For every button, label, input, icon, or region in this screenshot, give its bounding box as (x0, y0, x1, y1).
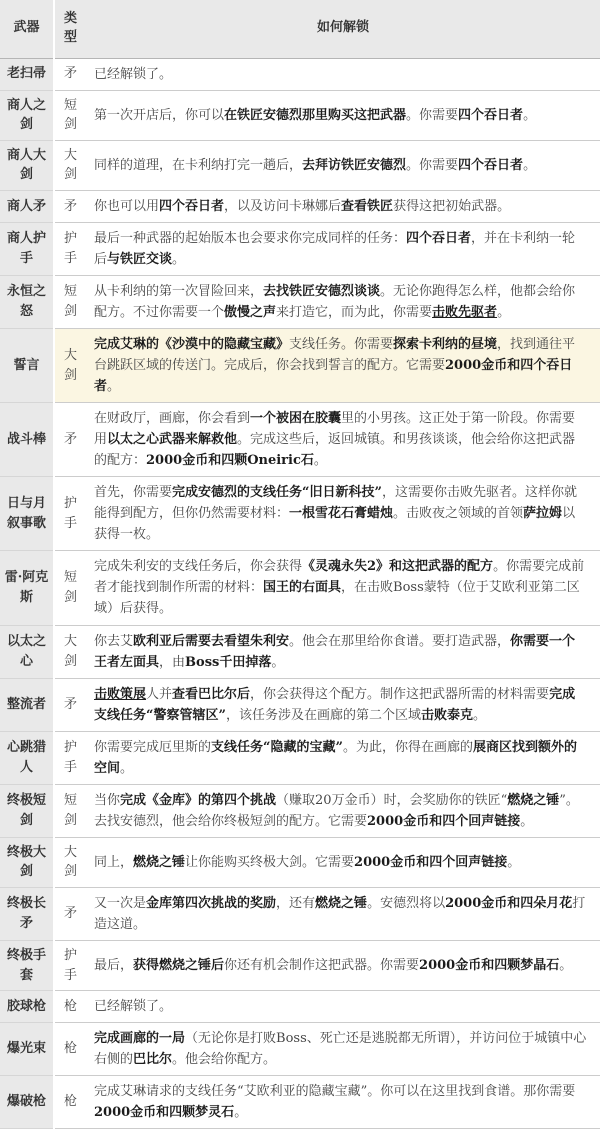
plain-text: 。 (520, 813, 534, 829)
plain-text: 你还有机会制作这把武器。你需要 (224, 957, 420, 973)
weapon-type: 护手 (54, 731, 86, 784)
weapon-type: 矛 (54, 190, 86, 222)
table-row (0, 477, 600, 551)
plain-text: 又一次是 (94, 895, 147, 911)
bold-text: 国王的右面具 (263, 580, 342, 596)
bold-text: 2000金币和四个回声链接 (367, 813, 521, 829)
weapon-type: 大剑 (54, 140, 86, 190)
weapon-name: 雷·阿克斯 (0, 551, 54, 625)
weapon-type: 大剑 (54, 625, 86, 678)
plain-text: 同样的道理，在卡利纳打完一趟后， (94, 157, 303, 173)
unlock-description (86, 403, 600, 477)
bold-text: 傲慢之声 (224, 304, 277, 320)
table-row (0, 58, 600, 90)
table-row (0, 551, 600, 625)
weapon-type: 护手 (54, 477, 86, 551)
weapon-type: 护手 (54, 222, 86, 275)
plain-text: ，这需要你击败先驱者。这样你就能得到配方，但你仍然需要材料： (94, 485, 577, 522)
bold-text: 2000金币和四颗梦灵石 (94, 1105, 235, 1121)
bold-text: 在铁匠安德烈那里购买这把武器 (224, 107, 407, 123)
bold-text: 展商区找到额外的空间 (94, 739, 578, 776)
plain-text: 人并 (146, 686, 173, 702)
weapon-name: 爆破枪 (0, 1076, 54, 1129)
bold-text: 2000金币和四颗Oneiric石 (146, 453, 314, 469)
plain-text: 从卡利纳的第一次冒险回来， (94, 283, 264, 299)
bold-text: 查看巴比尔后 (172, 686, 251, 702)
weapon-name: 心跳猎人 (0, 731, 54, 784)
bold-text: 支线任务“隐藏的宝藏” (211, 739, 343, 755)
plain-text: 。 (172, 251, 186, 267)
plain-text: 第一次开店后，你可以 (94, 107, 225, 123)
bold-text: 查看铁匠 (341, 198, 394, 214)
plain-text: ，你会获得这个配方。制作这把武器所需的材料需要 (250, 686, 550, 702)
unlock-description (86, 1023, 600, 1076)
plain-text: 你去艾 (94, 633, 134, 649)
weapon-name: 老扫帚 (0, 58, 54, 90)
plain-text: 在财政厅，画廊，你会看到 (94, 411, 251, 427)
bold-text: 一个被困在胶囊 (250, 411, 342, 427)
bold-text: 你需要一个王者左面具 (94, 633, 576, 670)
plain-text: ，该任务涉及在画廊的第二个区域 (225, 707, 421, 723)
table-row (0, 275, 600, 328)
plain-text: 。完成这些后，返回城镇。和男孩谈谈，他会给你这把武器的配方： (94, 432, 576, 469)
bold-text: 完成画廊的一局 (94, 1031, 186, 1047)
bold-text: 完成艾琳的《沙漠中的隐藏宝藏》 (94, 336, 290, 352)
plain-text: 。无论你跑得怎么样，他都会给你配方。不过你需要一个 (94, 283, 576, 320)
inline-link[interactable]: 击败策展 (94, 686, 147, 702)
unlock-description (86, 551, 600, 625)
plain-text: 。你需要 (406, 107, 459, 123)
plain-text: 当你 (94, 792, 121, 808)
weapon-type: 矛 (54, 403, 86, 477)
unlock-description (86, 1076, 600, 1129)
weapon-type: 矛 (54, 678, 86, 731)
table-row (0, 140, 600, 190)
weapon-type: 枪 (54, 1023, 86, 1076)
weapon-type: 矛 (54, 58, 86, 90)
bold-text: 《灵魂永失2》和这把武器的配方 (302, 559, 494, 575)
weapon-name: 商人之剑 (0, 90, 54, 140)
plain-text: 同上， (94, 854, 134, 870)
table-row (0, 328, 600, 402)
plain-text: 来打造它，而为此，你需要 (276, 304, 433, 320)
bold-text: 去找铁匠安德烈谈谈 (263, 283, 381, 299)
plain-text: 。 (234, 1105, 248, 1121)
bold-text: 燃烧之锤 (507, 792, 560, 808)
weapon-name: 胶球枪 (0, 991, 54, 1023)
bold-text: 2000金币和四个吞日者 (94, 358, 573, 395)
plain-text: 。 (271, 654, 285, 670)
plain-text: 最后， (94, 957, 134, 973)
plain-text: 首先，你需要 (94, 485, 173, 501)
weapon-type: 大剑 (54, 328, 86, 402)
weapon-type: 矛 (54, 887, 86, 940)
unlock-description (86, 58, 600, 90)
plain-text: ，并在卡利纳一轮后 (94, 230, 576, 267)
column-header-weapon: 武器 (0, 0, 54, 58)
plain-text: 以获得一枚。 (94, 506, 576, 543)
weapon-name: 终极长矛 (0, 887, 54, 940)
plain-text: 已经解锁了。 (94, 66, 173, 82)
plain-text: ，还有 (276, 895, 316, 911)
plain-text: 。 (507, 854, 521, 870)
plain-text: 最后一种武器的起始版本也会要求你完成同样的任务： (94, 230, 407, 246)
bold-text: 燃烧之锤 (315, 895, 368, 911)
bold-text: 完成安德烈的支线任务“旧日新科技” (172, 485, 382, 501)
table-row (0, 1023, 600, 1076)
unlock-description (86, 275, 600, 328)
table-row (0, 625, 600, 678)
plain-text: 已经解锁了。 (94, 999, 173, 1014)
plain-text: 获得这把初始武器。 (393, 198, 511, 214)
unlock-description (86, 887, 600, 940)
table-row (0, 784, 600, 837)
unlock-description (86, 222, 600, 275)
plain-text: 。 (523, 157, 537, 173)
plain-text: 。 (523, 107, 537, 123)
weapon-type: 短剑 (54, 784, 86, 837)
weapon-type: 大剑 (54, 837, 86, 887)
bold-text: 击败泰克 (420, 707, 473, 723)
bold-text: 完成支线任务“警察管辖区” (94, 686, 576, 723)
weapon-name: 以太之心 (0, 625, 54, 678)
bold-text: 完成《金库》的第四个挑战 (120, 792, 277, 808)
plain-text: 。 (107, 379, 121, 395)
weapon-name: 永恒之怒 (0, 275, 54, 328)
column-header-type: 类型 (54, 0, 86, 58)
weapon-type: 短剑 (54, 90, 86, 140)
plain-text: ，在击败Boss蒙特（位于艾欧利亚第二区域）后获得。 (94, 580, 580, 617)
weapon-name: 商人矛 (0, 190, 54, 222)
table-row (0, 90, 600, 140)
unlock-description (86, 678, 600, 731)
weapon-name: 整流者 (0, 678, 54, 731)
plain-text: 。他会在那里给你食谱。要打造武器， (289, 633, 511, 649)
weapon-name: 誓言 (0, 328, 54, 402)
table-header (0, 0, 600, 58)
bold-text: 金库第四次挑战的奖励 (146, 895, 277, 911)
unlock-description (86, 140, 600, 190)
unlock-description (86, 190, 600, 222)
weapon-name: 商人大剑 (0, 140, 54, 190)
weapon-name: 爆光束 (0, 1023, 54, 1076)
plain-text: 。你需要完成前者才能找到制作所需的材料： (94, 559, 585, 596)
plain-text: 。你需要 (406, 157, 459, 173)
plain-text: （赚取20万金币）时，会奖励你的铁匠“ (276, 792, 508, 808)
unlock-description (86, 941, 600, 991)
plain-text: 里的小男孩。这正处于第一阶段。你需要用 (94, 411, 576, 448)
bold-text: 四个吞日者 (458, 157, 524, 173)
table-body (0, 58, 600, 1129)
plain-text: 。 (313, 453, 327, 469)
table-row (0, 1076, 600, 1129)
plain-text: ，以及访问卡琳娜后 (224, 198, 342, 214)
bold-text: 2000金币和四颗梦晶石 (419, 957, 560, 973)
table-row (0, 887, 600, 940)
weapon-name: 终极短剑 (0, 784, 54, 837)
unlock-description (86, 477, 600, 551)
plain-text: ，由 (159, 654, 186, 670)
plain-text: 你也可以用 (94, 198, 160, 214)
plain-text: 完成艾琳请求的支线任务“艾欧利亚的隐藏宝藏”。你可以在这里找到食谱。那你需要 (94, 1084, 576, 1100)
weapon-name: 终极大剑 (0, 837, 54, 887)
unlock-description (86, 731, 600, 784)
weapon-name: 日与月叙事歌 (0, 477, 54, 551)
header-row (0, 0, 600, 58)
bold-text: 去拜访铁匠安德烈 (302, 157, 407, 173)
bold-text: 欧利亚后需要去看望朱利安 (133, 633, 290, 649)
bold-text: Boss千田掉落 (185, 654, 272, 670)
bold-text: 以太之心武器来解救他 (107, 432, 238, 448)
weapon-type: 短剑 (54, 551, 86, 625)
unlock-description (86, 837, 600, 887)
bold-text: 四个吞日者 (159, 198, 225, 214)
bold-text: 燃烧之锤 (133, 854, 186, 870)
plain-text: （无论你是打败Boss、死亡还是逃脱都无所谓），并访问位于城镇中心右侧的 (94, 1031, 587, 1068)
plain-text: 你需要完成厄里斯的 (94, 739, 212, 755)
weapon-type: 短剑 (54, 275, 86, 328)
unlock-description (86, 90, 600, 140)
column-header-unlock: 如何解锁 (86, 0, 600, 58)
bold-text: 一根雪花石膏蜡烛 (289, 506, 394, 522)
weapon-name: 战斗棒 (0, 403, 54, 477)
plain-text: ”。去找安德烈，他会给你终极短剑的配方。它需要 (94, 792, 579, 829)
bold-text: 获得燃烧之锤后 (133, 957, 225, 973)
unlock-description (86, 991, 600, 1023)
table-row (0, 403, 600, 477)
unlock-description (86, 625, 600, 678)
weapon-type: 护手 (54, 941, 86, 991)
plain-text: 。为此，你得在画廊的 (342, 739, 473, 755)
bold-text: 四个吞日者 (406, 230, 472, 246)
plain-text: ，找到通往平台跳跃区域的传送门。完成后，你会找到誓言的配方。它需要 (94, 336, 576, 374)
plain-text: 支线任务。你需要 (289, 336, 394, 352)
unlock-description (86, 784, 600, 837)
table-row (0, 222, 600, 275)
bold-text: 2000金币和四个回声链接 (354, 854, 508, 870)
table-row (0, 731, 600, 784)
plain-text: 。 (559, 957, 573, 973)
plain-text: 打造这道。 (94, 895, 586, 932)
weapon-type: 枪 (54, 1076, 86, 1129)
weapon-name: 终极手套 (0, 941, 54, 991)
unlock-description (86, 328, 600, 402)
inline-link[interactable]: 击败先驱者 (432, 304, 498, 320)
table-row (0, 190, 600, 222)
plain-text: 。安德烈将以 (367, 895, 446, 911)
bold-text: 四个吞日者 (458, 107, 524, 123)
table-row (0, 991, 600, 1023)
bold-text: 巴比尔 (133, 1052, 173, 1068)
table-row (0, 837, 600, 887)
plain-text: 。 (497, 304, 511, 320)
weapon-type: 枪 (54, 991, 86, 1023)
bold-text: 萨拉姆 (523, 506, 563, 522)
plain-text: 。 (473, 707, 487, 723)
bold-text: 与铁匠交谈 (107, 251, 173, 267)
plain-text: 。 (120, 760, 134, 776)
weapon-name: 商人护手 (0, 222, 54, 275)
plain-text: 。他会给你配方。 (172, 1052, 277, 1068)
bold-text: 探索卡利纳的昼境 (393, 336, 498, 352)
plain-text: 完成朱利安的支线任务后，你会获得 (94, 559, 303, 575)
table-row (0, 678, 600, 731)
table-row (0, 941, 600, 991)
plain-text: 。击败夜之领域的首领 (393, 506, 524, 522)
bold-text: 2000金币和四朵月花 (445, 895, 573, 911)
plain-text: 让你能购买终极大剑。它需要 (185, 854, 355, 870)
